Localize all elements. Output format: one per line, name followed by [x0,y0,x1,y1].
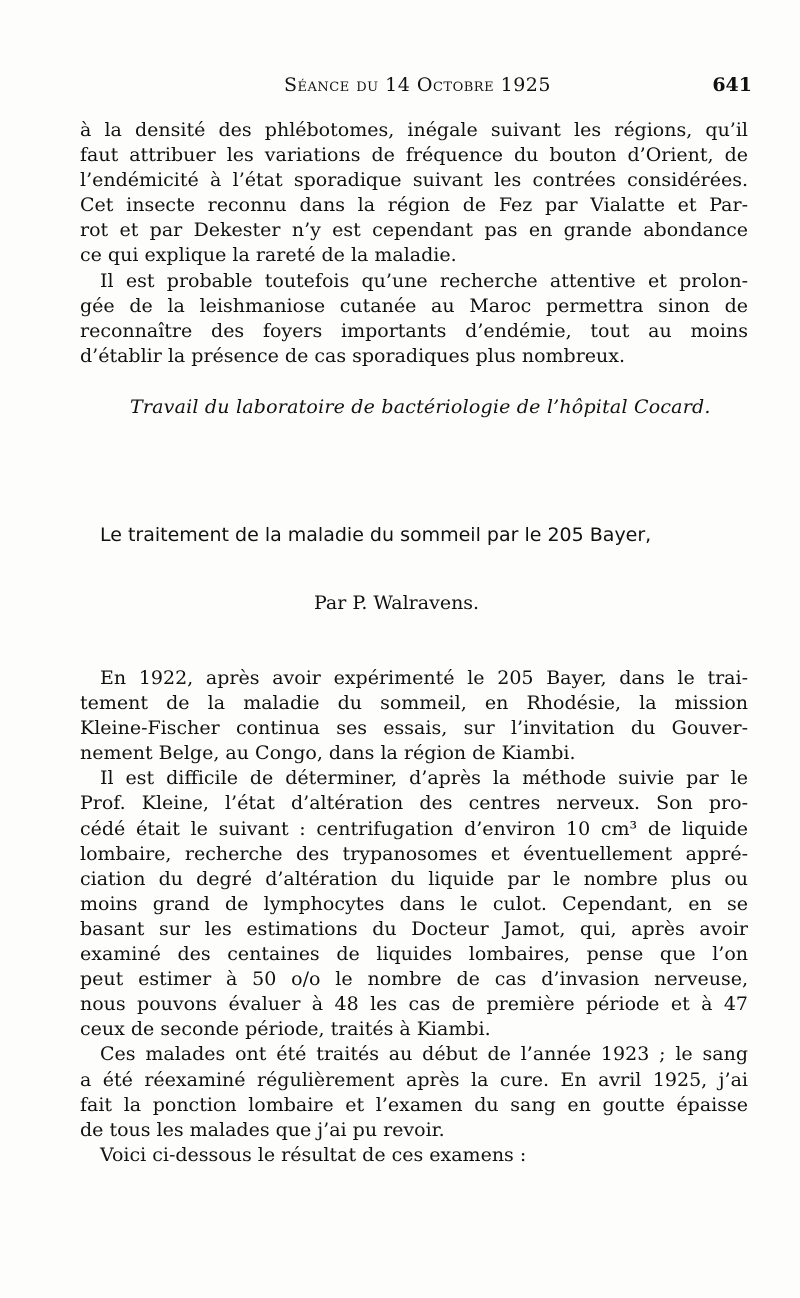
laboratory-credit: Travail du laboratoire de bactériologie de l’hôpital Cocard. [130,396,711,418]
text-line: Il est probable toutefois qu’une recherche attentive et prolon- [100,269,748,292]
text-line: examiné des centaines de liquides lombaires, pense que l’on [80,943,748,966]
text-line: Voici ci-dessous le résultat de ces examens : [100,1143,527,1166]
text-line: ce qui explique la rareté de la maladie. [80,244,457,267]
text-line: ciation du degré d’altération du liquide par le nombre plus ou [80,867,748,890]
article-body [80,666,748,1168]
text-line: a été réexaminé régulièrement après la cure. En avril 1925, j’ai [80,1068,748,1091]
page-number: 641 [712,74,752,96]
text-line: lombaire, recherche des trypanosomes et éventuellement appré- [80,842,748,865]
article-title: Le traitement de la maladie du sommeil par le 205 Bayer, [100,524,652,546]
text-line: nous pouvons évaluer à 48 les cas de première période et à 47 [80,993,748,1016]
text-line: l’endémicité à l’état sporadique suivant les contrées considérées. [80,169,748,192]
text-line: d’établir la présence de cas sporadiques plus nombreux. [80,344,626,367]
text-line: faut attribuer les variations de fréquence du bouton d’Orient, de [80,144,748,167]
text-line: nement Belge, au Congo, dans la région de Kiambi. [80,742,576,765]
text-line: tement de la maladie du sommeil, en Rhodésie, la mission [80,692,748,715]
text-line: de tous les malades que j’ai pu revoir. [80,1118,445,1141]
paragraph-continued [80,118,748,369]
text-line: ceux de seconde période, traités à Kiambi. [80,1018,491,1041]
text-line: Kleine-Fischer continua ses essais, sur l’invitation du Gouver- [80,717,748,740]
text-line: Il est difficile de déterminer, d’après la méthode suivie par le [100,767,748,790]
running-head [80,74,760,104]
text-line: peut estimer à 50 o/o le nombre de cas d’invasion nerveuse, [80,968,748,991]
text-line: rot et par Dekester n’y est cependant pas en grande abondance [80,219,748,242]
text-line: cédé était le suivant : centrifugation d’environ 10 cm³ de liquide [80,817,748,840]
text-line: reconnaître des foyers importants d’endémie, tout au moins [80,319,748,342]
text-line: En 1922, après avoir expérimenté le 205 Bayer, dans le trai- [100,667,748,689]
text-line: gée de la leishmaniose cutanée au Maroc permettra sinon de [80,294,748,317]
text-line: basant sur les estimations du Docteur Jamot, qui, après avoir [80,917,748,940]
text-line: moins grand de lymphocytes dans le culot. Cependant, en se [80,892,748,915]
text-line: Ces malades ont été traités au début de l’année 1923 ; le sang [100,1043,748,1066]
text-line: Cet insecte reconnu dans la région de Fez par Vialatte et Par- [80,194,748,217]
text-line: Prof. Kleine, l’état d’altération des centres nerveux. Son pro- [80,792,748,815]
article-author: Par P. Walravens. [314,592,480,614]
text-line: fait la ponction lombaire et l’examen du sang en goutte épaisse [80,1093,748,1116]
text-line: à la densité des phlébotomes, inégale suivant les régions, qu’il [80,119,748,141]
running-title: Séance du 14 Octobre 1925 [284,74,551,96]
